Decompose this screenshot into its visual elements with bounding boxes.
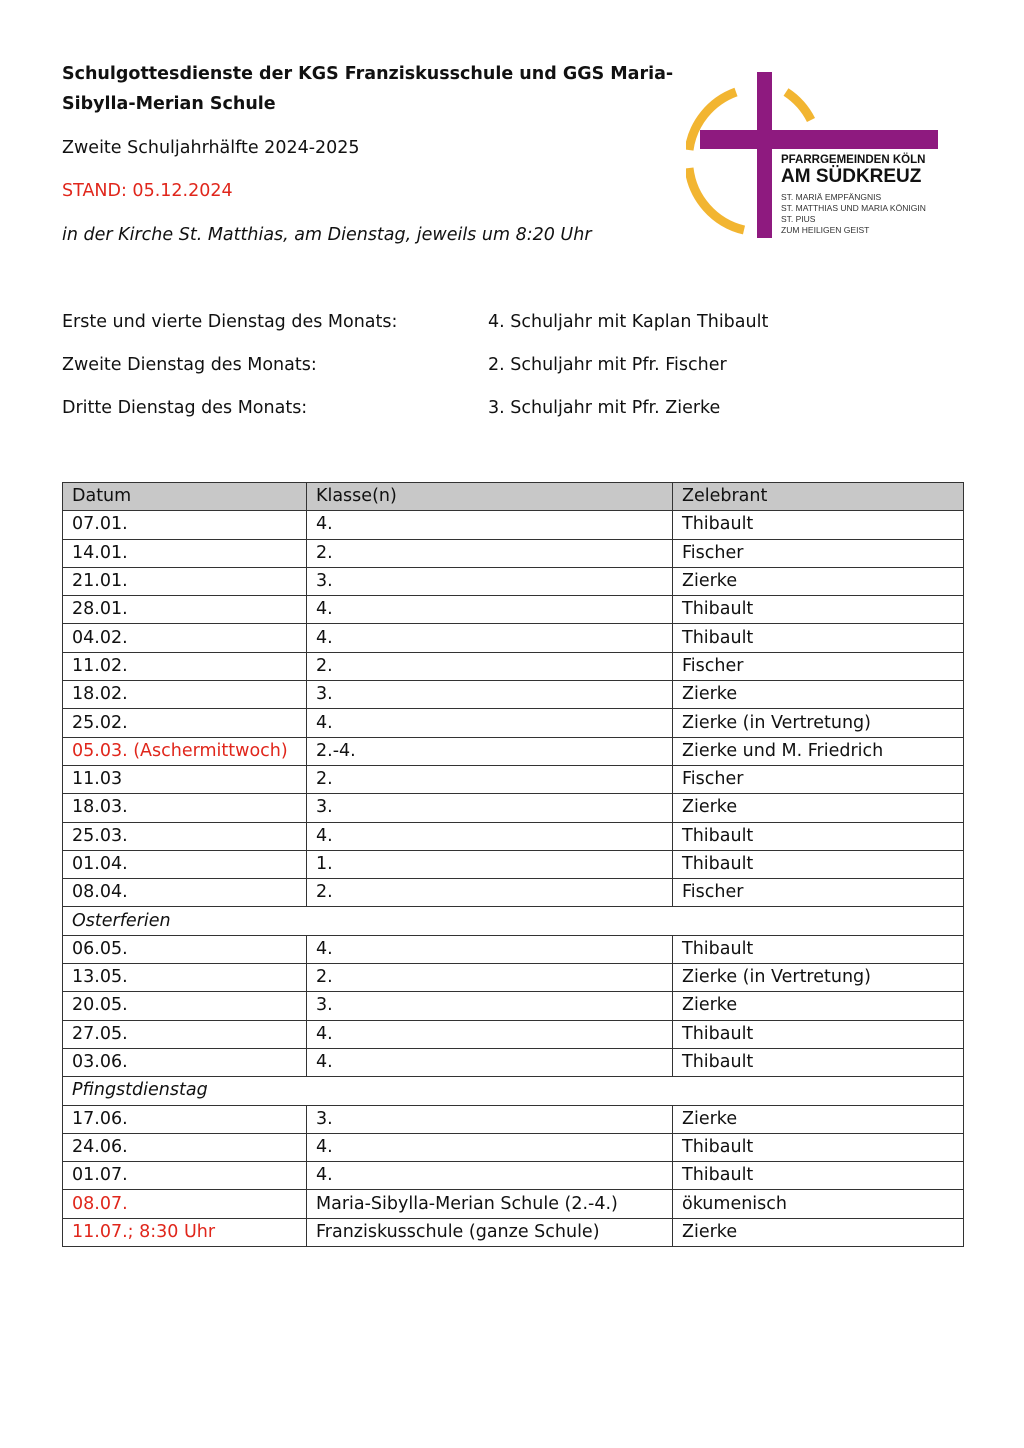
zelebrant-cell: Fischer: [673, 879, 964, 907]
table-row: [63, 765, 964, 793]
break-row-label: Osterferien: [63, 907, 964, 935]
header-datum: Datum: [63, 483, 307, 511]
klasse-cell: 4.: [307, 822, 673, 850]
zelebrant-cell: Thibault: [673, 1048, 964, 1076]
klasse-cell: 2.: [307, 879, 673, 907]
subtitle: Zweite Schuljahrhälfte 2024-2025: [62, 138, 360, 158]
zelebrant-cell: Fischer: [673, 652, 964, 680]
zelebrant-cell: Thibault: [673, 1133, 964, 1161]
date-cell: 11.03: [63, 765, 307, 793]
rule-label: Dritte Dienstag des Monats:: [62, 398, 308, 418]
title-line-1: Schulgottesdienste der KGS Franziskusschule und GGS Maria-: [62, 64, 674, 84]
zelebrant-cell: Zierke: [673, 1218, 964, 1246]
table-row: [63, 539, 964, 567]
klasse-cell: 3.: [307, 567, 673, 595]
zelebrant-cell: Zierke und M. Friedrich: [673, 737, 964, 765]
zelebrant-cell: Zierke: [673, 681, 964, 709]
logo-line-3: ST. MARIÄ EMPFÄNGNIS: [781, 192, 882, 202]
date-cell: 03.06.: [63, 1048, 307, 1076]
table-row: [63, 1162, 964, 1190]
klasse-cell: 3.: [307, 794, 673, 822]
klasse-cell: 4.: [307, 624, 673, 652]
rule-value: 4. Schuljahr mit Kaplan Thibault: [488, 312, 769, 332]
date-cell: 28.01.: [63, 596, 307, 624]
date-cell: 08.07.: [63, 1190, 307, 1218]
date-cell: 01.04.: [63, 850, 307, 878]
break-row-label: Pfingstdienstag: [63, 1077, 964, 1105]
date-cell: 20.05.: [63, 992, 307, 1020]
table-header-row: [63, 483, 964, 511]
klasse-cell: 3.: [307, 1105, 673, 1133]
zelebrant-cell: Zierke: [673, 992, 964, 1020]
stand-date: STAND: 05.12.2024: [62, 181, 233, 201]
date-cell: 24.06.: [63, 1133, 307, 1161]
zelebrant-cell: Zierke: [673, 567, 964, 595]
klasse-cell: 1.: [307, 850, 673, 878]
table-row: [63, 794, 964, 822]
table-row: [63, 1190, 964, 1218]
zelebrant-cell: Fischer: [673, 539, 964, 567]
table-row: [63, 907, 964, 935]
table-row: [63, 681, 964, 709]
zelebrant-cell: Thibault: [673, 850, 964, 878]
date-cell: 25.03.: [63, 822, 307, 850]
title-line-2: Sibylla-Merian Schule: [62, 94, 276, 114]
zelebrant-cell: Thibault: [673, 822, 964, 850]
date-cell: 04.02.: [63, 624, 307, 652]
logo-line-5: ST. PIUS: [781, 214, 816, 224]
table-row: [63, 511, 964, 539]
logo-line-1: PFARRGEMEINDEN KÖLN: [781, 154, 926, 166]
rule-label: Erste und vierte Dienstag des Monats:: [62, 312, 398, 332]
klasse-cell: Maria-Sibylla-Merian Schule (2.-4.): [307, 1190, 673, 1218]
klasse-cell: 2.: [307, 964, 673, 992]
zelebrant-cell: ökumenisch: [673, 1190, 964, 1218]
table-row: [63, 1020, 964, 1048]
rule-value: 3. Schuljahr mit Pfr. Zierke: [488, 398, 721, 418]
date-cell: 11.07.; 8:30 Uhr: [63, 1218, 307, 1246]
table-row: [63, 1218, 964, 1246]
parish-logo: [686, 70, 946, 242]
date-cell: 08.04.: [63, 879, 307, 907]
table-row: [63, 737, 964, 765]
table-row: [63, 652, 964, 680]
klasse-cell: 4.: [307, 1133, 673, 1161]
klasse-cell: 4.: [307, 511, 673, 539]
table-row: [63, 850, 964, 878]
zelebrant-cell: Zierke (in Vertretung): [673, 964, 964, 992]
zelebrant-cell: Thibault: [673, 935, 964, 963]
klasse-cell: 4.: [307, 1020, 673, 1048]
klasse-cell: 2.: [307, 652, 673, 680]
schedule-table: [62, 482, 964, 1247]
date-cell: 14.01.: [63, 539, 307, 567]
table-row: [63, 624, 964, 652]
table-row: [63, 879, 964, 907]
zelebrant-cell: Thibault: [673, 596, 964, 624]
klasse-cell: 4.: [307, 935, 673, 963]
table-row: [63, 935, 964, 963]
date-cell: 18.03.: [63, 794, 307, 822]
logo-line-2: AM SÜDKREUZ: [781, 166, 922, 187]
location-note: in der Kirche St. Matthias, am Dienstag, jeweils um 8:20 Uhr: [62, 225, 592, 245]
zelebrant-cell: Thibault: [673, 1162, 964, 1190]
date-cell: 13.05.: [63, 964, 307, 992]
date-cell: 17.06.: [63, 1105, 307, 1133]
klasse-cell: 4.: [307, 1048, 673, 1076]
date-cell: 11.02.: [63, 652, 307, 680]
klasse-cell: 4.: [307, 709, 673, 737]
header-klasse: Klasse(n): [307, 483, 673, 511]
zelebrant-cell: Zierke: [673, 1105, 964, 1133]
table-row: [63, 1077, 964, 1105]
date-cell: 21.01.: [63, 567, 307, 595]
zelebrant-cell: Thibault: [673, 511, 964, 539]
table-row: [63, 1133, 964, 1161]
table-row: [63, 596, 964, 624]
table-row: [63, 709, 964, 737]
date-cell: 18.02.: [63, 681, 307, 709]
logo-line-4: ST. MATTHIAS UND MARIA KÖNIGIN: [781, 203, 926, 213]
rule-value: 2. Schuljahr mit Pfr. Fischer: [488, 355, 727, 375]
logo-line-6: ZUM HEILIGEN GEIST: [781, 225, 870, 235]
zelebrant-cell: Zierke (in Vertretung): [673, 709, 964, 737]
date-cell: 05.03. (Aschermittwoch): [63, 737, 307, 765]
date-cell: 06.05.: [63, 935, 307, 963]
table-row: [63, 964, 964, 992]
date-cell: 25.02.: [63, 709, 307, 737]
zelebrant-cell: Zierke: [673, 794, 964, 822]
zelebrant-cell: Fischer: [673, 765, 964, 793]
table-row: [63, 1048, 964, 1076]
klasse-cell: 2.: [307, 765, 673, 793]
klasse-cell: 4.: [307, 596, 673, 624]
klasse-cell: 2.: [307, 539, 673, 567]
table-row: [63, 822, 964, 850]
date-cell: 01.07.: [63, 1162, 307, 1190]
table-row: [63, 1105, 964, 1133]
rule-label: Zweite Dienstag des Monats:: [62, 355, 317, 375]
klasse-cell: 3.: [307, 681, 673, 709]
klasse-cell: 2.-4.: [307, 737, 673, 765]
header-zelebrant: Zelebrant: [673, 483, 964, 511]
zelebrant-cell: Thibault: [673, 624, 964, 652]
table-row: [63, 567, 964, 595]
klasse-cell: Franziskusschule (ganze Schule): [307, 1218, 673, 1246]
date-cell: 27.05.: [63, 1020, 307, 1048]
date-cell: 07.01.: [63, 511, 307, 539]
zelebrant-cell: Thibault: [673, 1020, 964, 1048]
table-row: [63, 992, 964, 1020]
klasse-cell: 3.: [307, 992, 673, 1020]
klasse-cell: 4.: [307, 1162, 673, 1190]
